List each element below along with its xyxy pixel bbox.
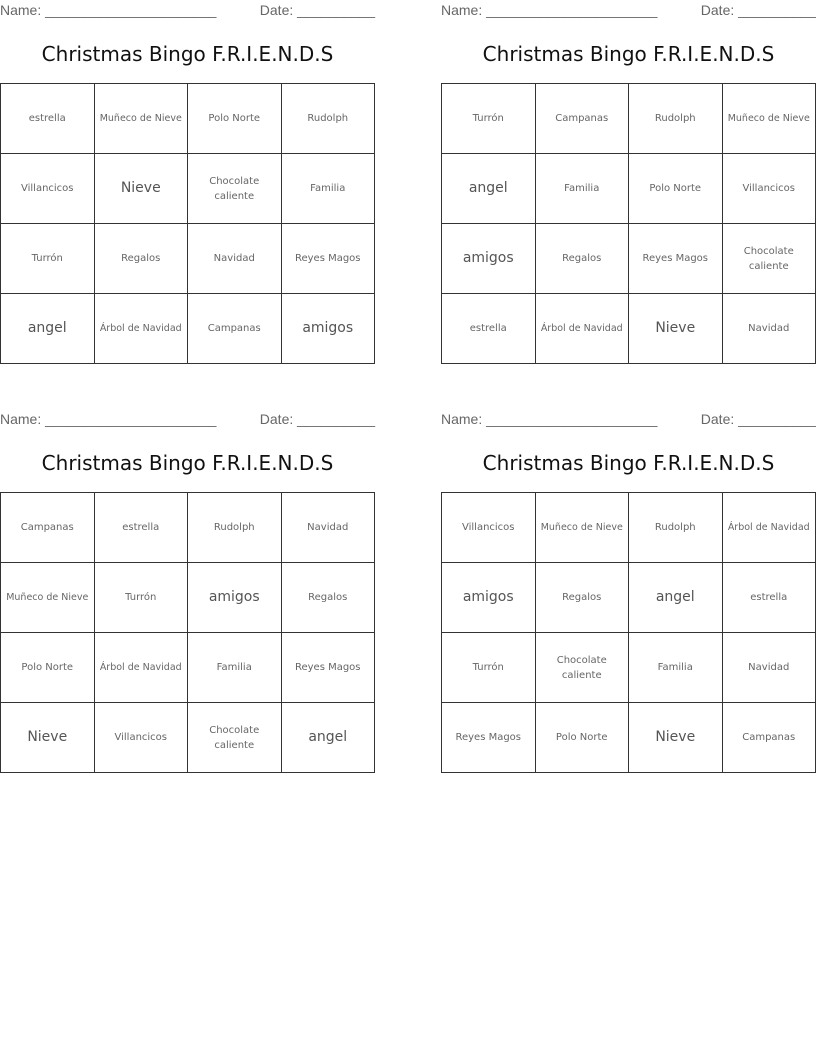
card-title: Christmas Bingo F.R.I.E.N.D.S (41, 451, 334, 475)
bingo-cell: Turrón (442, 633, 536, 703)
bingo-cell: estrella (722, 563, 816, 633)
bingo-cell: Polo Norte (535, 703, 629, 773)
bingo-cell: Turrón (442, 84, 536, 154)
bingo-cell: Nieve (629, 294, 723, 364)
bingo-cell: Regalos (94, 224, 188, 294)
bingo-cell: angel (629, 563, 723, 633)
bingo-cell: Turrón (94, 563, 188, 633)
bingo-cell: angel (442, 154, 536, 224)
bingo-grid (441, 83, 816, 364)
bingo-cell: Polo Norte (1, 633, 95, 703)
bingo-cell: Navidad (722, 633, 816, 703)
bingo-cell: Familia (535, 154, 629, 224)
bingo-cell: Árbol de Navidad (535, 294, 629, 364)
bingo-cell: Regalos (535, 224, 629, 294)
bingo-cell: Villancicos (1, 154, 95, 224)
date-field: Date: __________ (259, 411, 375, 427)
header-row (0, 411, 375, 429)
bingo-cell: Muñeco de Nieve (94, 84, 188, 154)
bingo-cell: estrella (442, 294, 536, 364)
bingo-cell: Campanas (535, 84, 629, 154)
grid-row (442, 493, 816, 563)
grid-row (1, 154, 375, 224)
grid-row (1, 563, 375, 633)
header-row (0, 2, 375, 20)
grid-row (1, 224, 375, 294)
bingo-cell: Chocolate caliente (188, 154, 282, 224)
bingo-cell: Campanas (722, 703, 816, 773)
bingo-cell: estrella (94, 493, 188, 563)
bingo-cell: Rudolph (629, 493, 723, 563)
bingo-cell: Rudolph (188, 493, 282, 563)
bingo-grid (0, 492, 375, 773)
grid-row (442, 633, 816, 703)
grid-row (1, 294, 375, 364)
bingo-cell: Reyes Magos (629, 224, 723, 294)
grid-row (1, 493, 375, 563)
grid-row (442, 154, 816, 224)
bingo-cell: Chocolate caliente (722, 224, 816, 294)
bingo-grid (0, 83, 375, 364)
header-row (441, 2, 816, 20)
bingo-cell: Nieve (1, 703, 95, 773)
bingo-cell: Turrón (1, 224, 95, 294)
bingo-cell: Polo Norte (629, 154, 723, 224)
bingo-cell: Chocolate caliente (188, 703, 282, 773)
bingo-cell: estrella (1, 84, 95, 154)
grid-row (1, 703, 375, 773)
bingo-cell: Reyes Magos (281, 224, 375, 294)
date-field: Date: __________ (259, 2, 375, 18)
bingo-cell: Villancicos (94, 703, 188, 773)
bingo-cell: Regalos (281, 563, 375, 633)
bingo-cell: Villancicos (722, 154, 816, 224)
bingo-cell: Nieve (94, 154, 188, 224)
bingo-cell: Polo Norte (188, 84, 282, 154)
grid-row (442, 224, 816, 294)
bingo-cell: Villancicos (442, 493, 536, 563)
bingo-cell: Chocolate caliente (535, 633, 629, 703)
bingo-cell: Árbol de Navidad (94, 633, 188, 703)
date-field: Date: __________ (700, 2, 816, 18)
grid-row (442, 703, 816, 773)
bingo-cell: Familia (629, 633, 723, 703)
bingo-cell: Muñeco de Nieve (535, 493, 629, 563)
card-title: Christmas Bingo F.R.I.E.N.D.S (482, 451, 775, 475)
bingo-cell: Campanas (188, 294, 282, 364)
bingo-cell: amigos (188, 563, 282, 633)
bingo-cell: Nieve (629, 703, 723, 773)
grid-row (1, 84, 375, 154)
card-title: Christmas Bingo F.R.I.E.N.D.S (482, 42, 775, 66)
bingo-cell: amigos (442, 224, 536, 294)
date-field: Date: __________ (700, 411, 816, 427)
bingo-cell: Navidad (722, 294, 816, 364)
bingo-cell: Navidad (281, 493, 375, 563)
bingo-cell: Muñeco de Nieve (722, 84, 816, 154)
bingo-grid (441, 492, 816, 773)
grid-row (442, 563, 816, 633)
bingo-cell: amigos (281, 294, 375, 364)
name-field: Name: ______________________ (0, 2, 217, 18)
bingo-cell: Regalos (535, 563, 629, 633)
grid-row (442, 294, 816, 364)
bingo-cell: angel (281, 703, 375, 773)
name-field: Name: ______________________ (441, 2, 658, 18)
grid-row (1, 633, 375, 703)
header-row (441, 411, 816, 429)
name-field: Name: ______________________ (441, 411, 658, 427)
bingo-cell: Rudolph (281, 84, 375, 154)
bingo-cell: Familia (281, 154, 375, 224)
bingo-cell: Árbol de Navidad (722, 493, 816, 563)
name-field: Name: ______________________ (0, 411, 217, 427)
bingo-cell: Reyes Magos (442, 703, 536, 773)
bingo-cell: amigos (442, 563, 536, 633)
bingo-cell: angel (1, 294, 95, 364)
bingo-cell: Árbol de Navidad (94, 294, 188, 364)
bingo-cell: Reyes Magos (281, 633, 375, 703)
bingo-cell: Navidad (188, 224, 282, 294)
card-title: Christmas Bingo F.R.I.E.N.D.S (41, 42, 334, 66)
bingo-cell: Muñeco de Nieve (1, 563, 95, 633)
bingo-cell: Familia (188, 633, 282, 703)
bingo-cell: Rudolph (629, 84, 723, 154)
bingo-cell: Campanas (1, 493, 95, 563)
grid-row (442, 84, 816, 154)
